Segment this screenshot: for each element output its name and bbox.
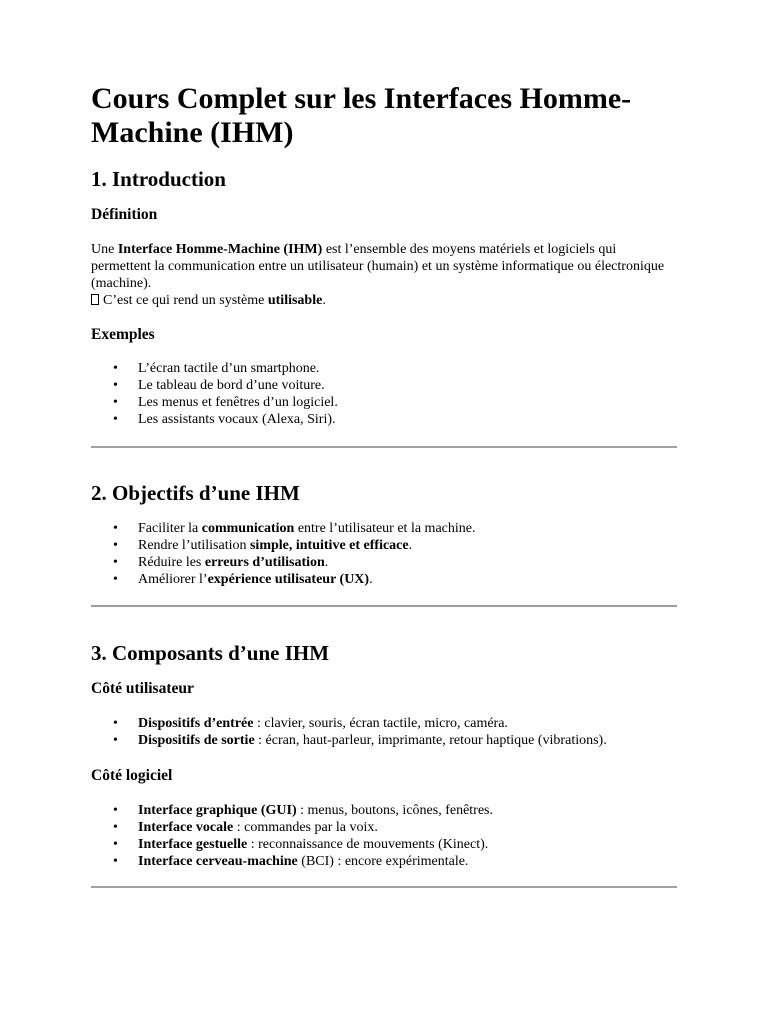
list-item: • Faciliter la communication entre l’utilisateur et la machine.	[113, 521, 476, 536]
bullet-icon: •	[113, 412, 118, 427]
bullet-icon: •	[113, 395, 118, 410]
section-heading-objectifs: 2. Objectifs d’une IHM	[91, 481, 300, 505]
section-divider	[91, 886, 677, 888]
list-item-text: Le tableau de bord d’une voiture.	[138, 378, 325, 393]
subheading-examples: Exemples	[91, 326, 155, 343]
bullet-icon: •	[113, 538, 118, 553]
subheading-user-side: Côté utilisateur	[91, 680, 194, 697]
section-divider	[91, 605, 677, 607]
bullet-icon: •	[113, 733, 118, 748]
definition-note-end: .	[322, 293, 326, 308]
bullet-icon: •	[113, 555, 118, 570]
list-item: • Interface cerveau-machine (BCI) : encore expérimentale.	[113, 854, 469, 869]
list-item: • Rendre l’utilisation simple, intuitive et efficace.	[113, 538, 413, 553]
missing-glyph-icon	[91, 294, 99, 305]
section-heading-composants: 3. Composants d’une IHM	[91, 641, 330, 665]
subheading-software-side: Côté logiciel	[91, 767, 173, 784]
list-item-text: L’écran tactile d’un smartphone.	[138, 361, 320, 376]
bullet-icon: •	[113, 820, 118, 835]
bullet-icon: •	[113, 716, 118, 731]
list-item	[91, 394, 677, 411]
document-title: Cours Complet sur les Interfaces Homme-Machine (IHM)	[91, 82, 632, 149]
definition-paragraph	[91, 241, 677, 309]
document-body	[91, 82, 677, 888]
list-item	[91, 377, 677, 394]
list-item: • Réduire les erreurs d’utilisation.	[113, 555, 329, 570]
bullet-icon: •	[113, 837, 118, 852]
list-item: • Dispositifs d’entrée : clavier, souris, écran tactile, micro, caméra.	[113, 716, 508, 731]
section-heading-introduction: 1. Introduction	[91, 167, 226, 191]
bullet-icon: •	[113, 521, 118, 536]
definition-text-rest: est l’ensemble des moyens matériels et logiciels qui permettent la communication entre un utilisateur (humain) et un système informatique ou électronique (machine).	[91, 242, 665, 291]
definition-text-start: Une	[91, 242, 118, 257]
objectives-list	[91, 520, 677, 588]
user-components-list	[91, 715, 677, 749]
bullet-icon: •	[113, 803, 118, 818]
subheading-definition: Définition	[91, 206, 158, 223]
bullet-icon: •	[113, 361, 118, 376]
section-divider	[91, 446, 677, 448]
list-item: • Interface graphique (GUI) : menus, boutons, icônes, fenêtres.	[113, 803, 494, 818]
bullet-icon: •	[113, 854, 118, 869]
list-item-text: Les assistants vocaux (Alexa, Siri).	[138, 412, 336, 427]
list-item-text: Les menus et fenêtres d’un logiciel.	[138, 395, 338, 410]
list-item: • Améliorer l’expérience utilisateur (UX).	[113, 572, 373, 587]
definition-note-text: C’est ce qui rend un système	[103, 293, 268, 308]
bullet-icon: •	[113, 572, 118, 587]
list-item	[91, 360, 677, 377]
list-item: • Interface vocale : commandes par la voix.	[113, 820, 378, 835]
bullet-icon: •	[113, 378, 118, 393]
definition-term: Interface Homme-Machine (IHM)	[117, 242, 323, 257]
definition-note-bold: utilisable	[267, 293, 323, 308]
list-item: • Interface gestuelle : reconnaissance de mouvements (Kinect).	[113, 837, 489, 852]
list-item	[91, 411, 677, 428]
list-item: • Dispositifs de sortie : écran, haut-parleur, imprimante, retour haptique (vibrations).	[113, 733, 607, 748]
examples-list	[91, 360, 677, 428]
software-components-list	[91, 802, 677, 870]
